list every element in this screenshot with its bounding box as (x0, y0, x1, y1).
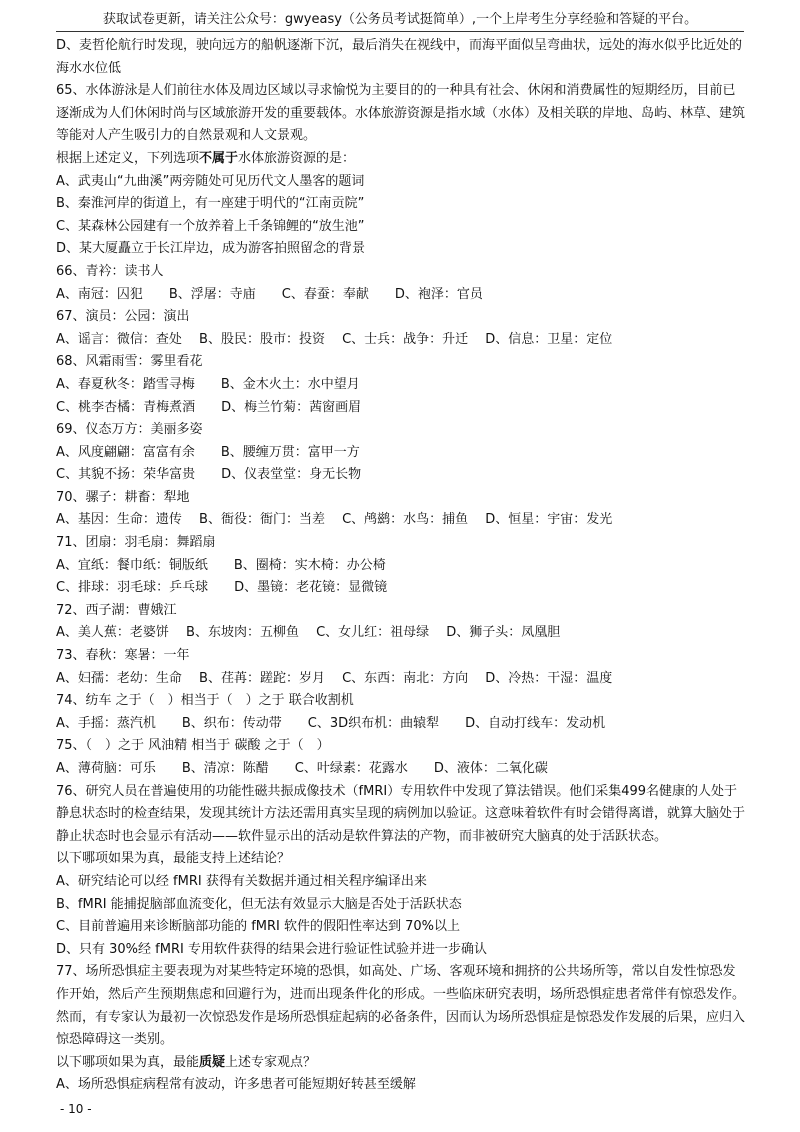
q76-option-d: D、只有 30%经 fMRI 专用软件获得的结果会进行验证性试验并进一步确认 (56, 941, 487, 957)
question-options: C、排球：羽毛球：乒乓球 D、墨镜：老花镜：显微镜 (56, 580, 388, 596)
q65-prompt-text-end: 水体旅游资源的是： (238, 150, 356, 166)
question-stem: 67、演员：公园：演出 (56, 309, 190, 325)
question-options: A、美人蕉：老婆饼 B、东坡肉：五柳鱼 C、女儿红：祖母绿 D、狮子头：凤凰胆 (56, 625, 561, 641)
q76-option-a: A、研究结论可以经 fMRI 获得有关数据并通过相关程序编译出来 (56, 873, 427, 889)
page-header-notice: 获取试卷更新，请关注公众号：gwyeasy（公务员考试挺简单）,一个上岸考生分享经验和答疑的平台。 (102, 12, 698, 27)
question-options: A、谣言：微信：查处 B、股民：股市：投资 C、士兵：战争：升迁 D、信息：卫星：定位 (56, 331, 613, 347)
page-content (56, 35, 746, 1097)
q65-prompt-emphasis: 不属于 (199, 150, 239, 166)
header-divider (56, 31, 744, 32)
q65-option-c: C、某森林公园建有一个放养着上千条锦鲤的“放生池” (56, 218, 365, 234)
page-number: - 10 - (60, 1102, 92, 1116)
question-options: A、宜纸：餐巾纸：铜版纸 B、圈椅：实木椅：办公椅 (56, 557, 386, 573)
q76-prompt: 以下哪项如果为真，最能支持上述结论？ (56, 851, 291, 867)
question-options: C、桃李杏橘：青梅煮酒 D、梅兰竹菊：茜窗画眉 (56, 399, 362, 415)
q77-prompt-text: 以下哪项如果为真，最能 (56, 1054, 200, 1070)
q77-prompt (56, 1052, 746, 1075)
question-options: A、风度翩翩：富富有余 B、腰缠万贯：富甲一方 (56, 444, 360, 460)
q65-prompt (56, 148, 746, 171)
q76-stem: 76、研究人员在普遍使用的功能性磁共振成像技术（fMRI）专用软件中发现了算法错误。他们采集499名健康的人处于静息状态时的检查结果，发现其统计方法还需用真实呈现的病例加以验证。这意味着软件有时会错得离谱，就算大脑处于静止状态时也会显示有活动——软件显示出的活动是软件算法的产物，而非被研究大脑真的处于活跃状态。 (56, 783, 746, 844)
question-stem: 69、仪态万方：美丽多姿 (56, 422, 203, 438)
q77-prompt-text-end: 上述专家观点？ (225, 1054, 317, 1070)
q64-option-d: D、麦哲伦航行时发现，驶向远方的船帆逐渐下沉，最后消失在视线中，而海平面似呈弯曲状，远处的海水似乎比近处的海水水位低 (56, 38, 743, 76)
q65-option-a: A、武夷山“九曲溪”两旁随处可见历代文人墨客的题词 (56, 173, 365, 189)
question-options: A、基因：生命：遗传 B、衙役：衙门：当差 C、鸬鹚：水鸟：捕鱼 D、恒星：宇宙：发光 (56, 512, 613, 528)
q65-option-d: D、某大厦矗立于长江岸边，成为游客拍照留念的背景 (56, 241, 366, 257)
question-stem: 71、团扇：羽毛扇：舞蹈扇 (56, 535, 216, 551)
analogy-questions (56, 261, 746, 781)
q65-option-b: B、秦淮河岸的街道上，有一座建于明代的“江南贡院” (56, 196, 365, 212)
q65-prompt-text: 根据上述定义，下列选项 (56, 150, 200, 166)
q76-option-c: C、目前普遍用来诊断脑部功能的 fMRI 软件的假阳性率达到 70%以上 (56, 919, 461, 935)
q65-stem: 65、水体游泳是人们前往水体及周边区域以寻求愉悦为主要目的的一种具有社会、休闲和消费属性的短期经历，目前已逐渐成为人们休闲时尚与区域旅游开发的重要载体。水体旅游资源是指水域（水体）及相关联的岸地、岛屿、林草、建筑等能对人产生吸引力的自然景观和人文景观。 (56, 83, 746, 144)
question-stem: 70、骡子：耕畜：犁地 (56, 489, 190, 505)
question-stem: 73、春秋：寒暑：一年 (56, 648, 190, 664)
question-options: A、薄荷脑：可乐 B、清凉：陈醋 C、叶绿素：花露水 D、液体：二氧化碳 (56, 761, 548, 776)
q77-prompt-emphasis: 质疑 (199, 1054, 226, 1070)
q77-option-a: A、场所恐惧症病程常有波动，许多患者可能短期好转甚至缓解 (56, 1077, 416, 1093)
question-stem: 75、（ ）之于 风油精 相当于 碳酸 之于（ ） (56, 738, 330, 754)
q77-stem: 77、场所恐惧症主要表现为对某些特定环境的恐惧，如高处、广场、客观环境和拥挤的公共场所等，常以自发性惊恐发作开始，然后产生预期焦虑和回避行为，进而出现条件化的形成。一些临床研究表明，场所恐惧症患者常伴有惊恐发作。然而，有专家认为最初一次惊恐发作是场所恐惧症起病的必备条件，因而认为场所恐惧症是惊恐发作发展的后果，应归入惊恐障碍这一类别。 (56, 964, 746, 1048)
question-stem: 74、纺车 之于（ ）相当于（ ）之于 联合收割机 (56, 693, 354, 709)
question-options: C、其貌不扬：荣华富贵 D、仪表堂堂：身无长物 (56, 467, 362, 483)
question-stem: 72、西子湖：曹娥江 (56, 602, 177, 618)
question-options: A、春夏秋冬：踏雪寻梅 B、金木火土：水中望月 (56, 376, 360, 392)
question-options: A、妇孺：老幼：生命 B、荏苒：蹉跎：岁月 C、东西：南北：方向 D、冷热：干湿：温度 (56, 670, 613, 686)
question-stem: 66、青衿：读书人 (56, 263, 164, 279)
question-options: A、手摇：蒸汽机 B、织布：传动带 C、3D织布机：曲辕犁 D、自动打线车：发动机 (56, 715, 606, 731)
question-options: A、南冠：囚犯 B、浮屠：寺庙 C、春蚕：奉献 D、袍泽：官员 (56, 286, 483, 302)
question-stem: 68、风霜雨雪：雾里看花 (56, 354, 203, 370)
q76-option-b: B、fMRI 能捕捉脑部血流变化，但无法有效显示大脑是否处于活跃状态 (56, 896, 462, 912)
